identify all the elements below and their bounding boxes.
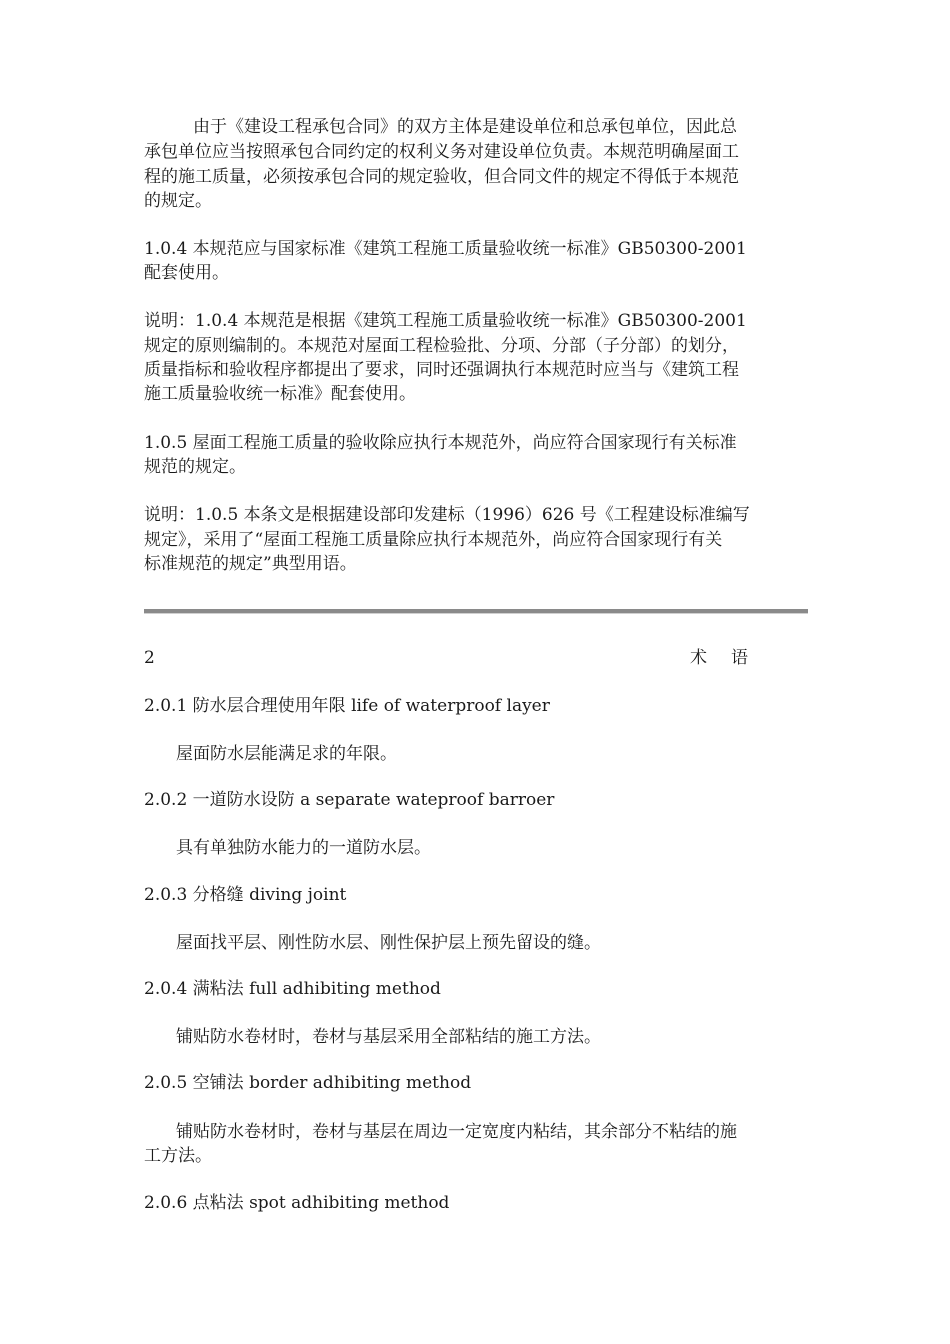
term-heading: 2.0.6 点粘法 spot adhibiting method bbox=[144, 1193, 450, 1213]
term-heading: 2.0.1 防水层合理使用年限 life of waterproof layer bbox=[144, 696, 550, 716]
clause-1-0-5-line: 1.0.5 屋面工程施工质量的验收除应执行本规范外，尚应符合国家现行有关标准 bbox=[144, 433, 737, 453]
section-title: 术语 bbox=[690, 648, 772, 668]
term-definition: 铺贴防水卷材时，卷材与基层采用全部粘结的施工方法。 bbox=[176, 1027, 601, 1047]
intro-paragraph-line: 的规定。 bbox=[144, 191, 212, 211]
term-definition: 铺贴防水卷材时，卷材与基层在周边一定宽度内粘结，其余部分不粘结的施 bbox=[176, 1122, 737, 1142]
note-1-0-5-line: 规定》，采用了“屋面工程施工质量除应执行本规范外，尚应符合国家现行有关 bbox=[144, 530, 723, 550]
term-heading: 2.0.4 满粘法 full adhibiting method bbox=[144, 979, 441, 999]
note-1-0-4-line: 说明：1.0.4 本规范是根据《建筑工程施工质量验收统一标准》GB50300-2001 bbox=[144, 311, 747, 331]
clause-1-0-5-line: 规范的规定。 bbox=[144, 457, 246, 477]
note-1-0-5-line: 说明：1.0.5 本条文是根据建设部印发建标（1996）626 号《工程建设标准编写 bbox=[144, 505, 750, 525]
note-1-0-4-line: 施工质量验收统一标准》配套使用。 bbox=[144, 384, 416, 404]
section-number: 2 bbox=[144, 648, 155, 668]
clause-1-0-4-line: 1.0.4 本规范应与国家标准《建筑工程施工质量验收统一标准》GB50300-2001 bbox=[144, 239, 747, 259]
term-definition: 屋面找平层、刚性防水层、刚性保护层上预先留设的缝。 bbox=[176, 933, 601, 953]
term-definition: 工方法。 bbox=[144, 1146, 212, 1166]
term-heading: 2.0.2 一道防水设防 a separate wateproof barroer bbox=[144, 790, 555, 810]
intro-paragraph-line: 由于《建设工程承包合同》的双方主体是建设单位和总承包单位，因此总 bbox=[193, 117, 737, 137]
note-1-0-5-line: 标准规范的规定”典型用语。 bbox=[144, 554, 357, 574]
intro-paragraph-line: 程的施工质量，必须按承包合同的规定验收，但合同文件的规定不得低于本规范 bbox=[144, 167, 739, 187]
term-heading: 2.0.5 空铺法 border adhibiting method bbox=[144, 1073, 472, 1093]
term-definition: 具有单独防水能力的一道防水层。 bbox=[176, 838, 431, 858]
term-definition: 屋面防水层能满足求的年限。 bbox=[176, 744, 397, 764]
intro-paragraph-line: 承包单位应当按照承包合同约定的权利义务对建设单位负责。本规范明确屋面工 bbox=[144, 142, 739, 162]
section-divider bbox=[144, 609, 808, 614]
term-heading: 2.0.3 分格缝 diving joint bbox=[144, 885, 347, 905]
note-1-0-4-line: 规定的原则编制的。本规范对屋面工程检验批、分项、分部（子分部）的划分， bbox=[144, 336, 739, 356]
clause-1-0-4-line: 配套使用。 bbox=[144, 263, 229, 283]
note-1-0-4-line: 质量指标和验收程序都提出了要求，同时还强调执行本规范时应当与《建筑工程 bbox=[144, 360, 739, 380]
